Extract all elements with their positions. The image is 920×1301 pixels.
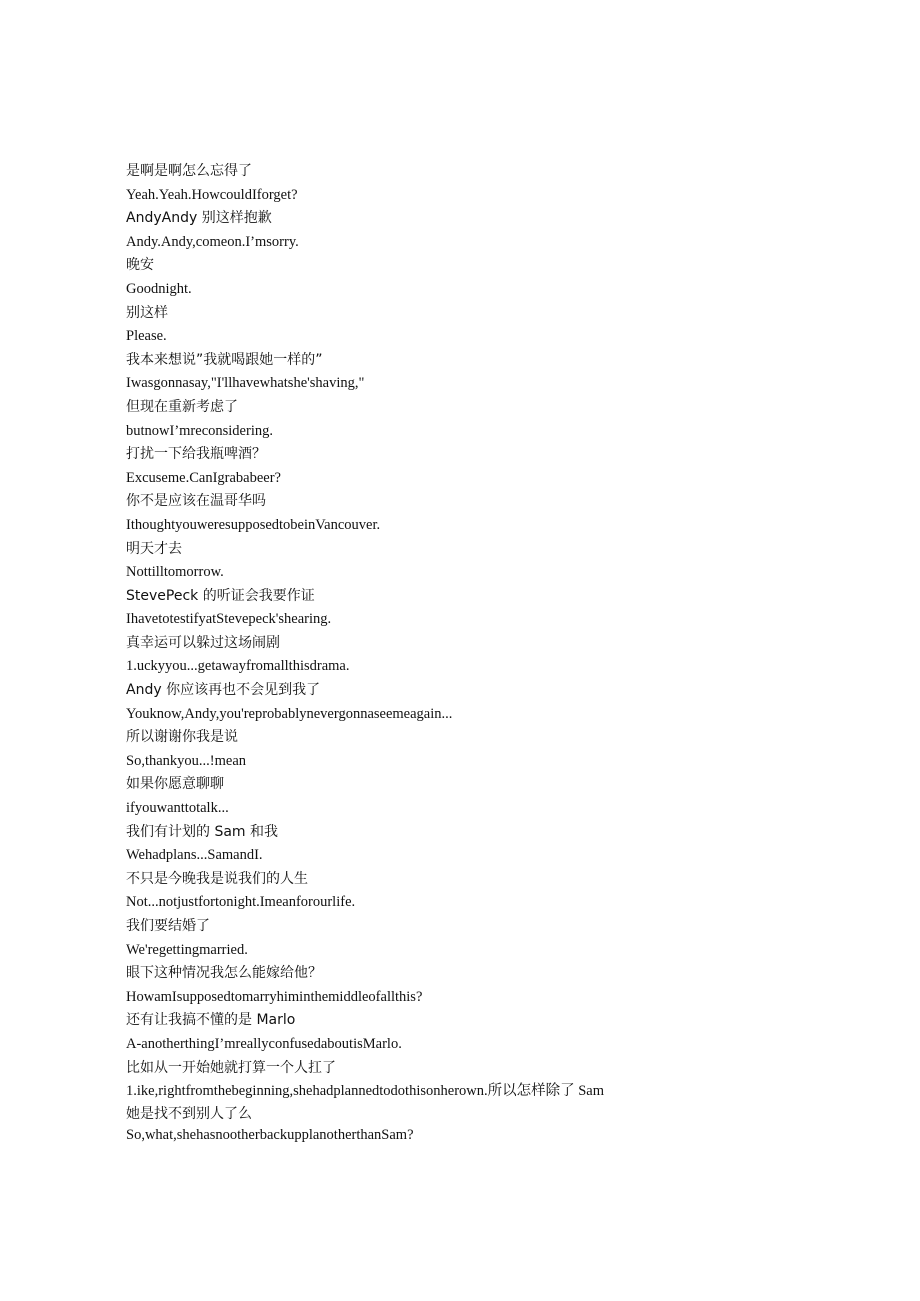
text-line: 眼下这种情况我怎么能嫁给他？ (126, 965, 322, 982)
text-line: So,thankyou...!mean (126, 752, 247, 769)
text-line: Excuseme.CanIgrababeer? (126, 469, 281, 486)
text-line: butnowI’mreconsidering. (126, 422, 273, 439)
text-line: Yeah.Yeah.HowcouldIforget? (126, 186, 298, 203)
text-line: 1.uckyyou...getawayfromallthisdrama. (126, 658, 350, 675)
text-line: 她是找不到别人了么 (126, 1105, 252, 1122)
text-line: HowamIsupposedtomarryhiminthemiddleofallthis? (126, 988, 423, 1005)
text-line: AndyAndy 别这样抱歉 (126, 210, 272, 227)
text-line: IthoughtyouweresupposedtobeinVancouver. (126, 516, 381, 533)
text-line: StevePeck 的听证会我要作证 (126, 587, 315, 604)
text-line: 别这样 (126, 304, 168, 321)
text-line: 我们有计划的 Sam 和我 (126, 823, 279, 840)
text-line: 真幸运可以躲过这场闹剧 (126, 634, 280, 651)
text-line: ifyouwanttotalk... (126, 800, 229, 817)
text-line: 你不是应该在温哥华吗 (126, 493, 266, 510)
text-line: 打扰一下给我瓶啤酒？ (126, 446, 266, 463)
text-line: 晚安 (126, 257, 154, 274)
text-line: 不只是今晚我是说我们的人生 (126, 870, 308, 887)
text-line: IhavetotestifyatStevepeck'shearing. (126, 611, 332, 628)
text-line: 所以谢谢你我是说 (126, 729, 238, 746)
text-line: Not...notjustfortonight.Imeanforourlife. (126, 894, 356, 911)
text-line: Wehadplans...SamandI. (126, 847, 263, 864)
text-line: Goodnight. (126, 280, 192, 297)
text-line: Iwasgonnasay,"I'llhavewhatshe'shaving," (126, 375, 365, 392)
text-line: 但现在重新考虑了 (126, 398, 238, 415)
text-line: Nottilltomorrow. (126, 564, 224, 581)
text-line: So,what,shehasnootherbackupplanotherthanSam? (126, 1126, 414, 1143)
text-line: 明天才去 (126, 540, 182, 557)
text-line: Andy 你应该再也不会见到我了 (126, 682, 321, 699)
text-line: A-anotherthingI’mreallyconfusedaboutisMarlo. (126, 1035, 402, 1052)
text-line: Please. (126, 328, 167, 345)
text-line: Andy.Andy,comeon.I’msorry. (126, 233, 299, 250)
text-line: Youknow,Andy,you'reprobablynevergonnaseemeagain... (126, 705, 453, 722)
text-line: We'regettingmarried. (126, 941, 248, 958)
subtitle-transcript (126, 160, 826, 1147)
text-line: 比如从一开始她就打算一个人扛了 (126, 1059, 336, 1076)
text-line: 还有让我搞不懂的是 Marlo (126, 1012, 296, 1029)
text-line: 1.ike,rightfromthebeginning,shehadplannedtodothisonherown.所以怎样除了 Sam (126, 1083, 605, 1100)
text-line: 我们要结婚了 (126, 918, 210, 934)
text-line: 如果你愿意聊聊 (126, 776, 224, 793)
text-line: 是啊是啊怎么忘得了 (126, 163, 252, 179)
text-line: 我本来想说”我就喝跟她一样的” (126, 351, 323, 368)
